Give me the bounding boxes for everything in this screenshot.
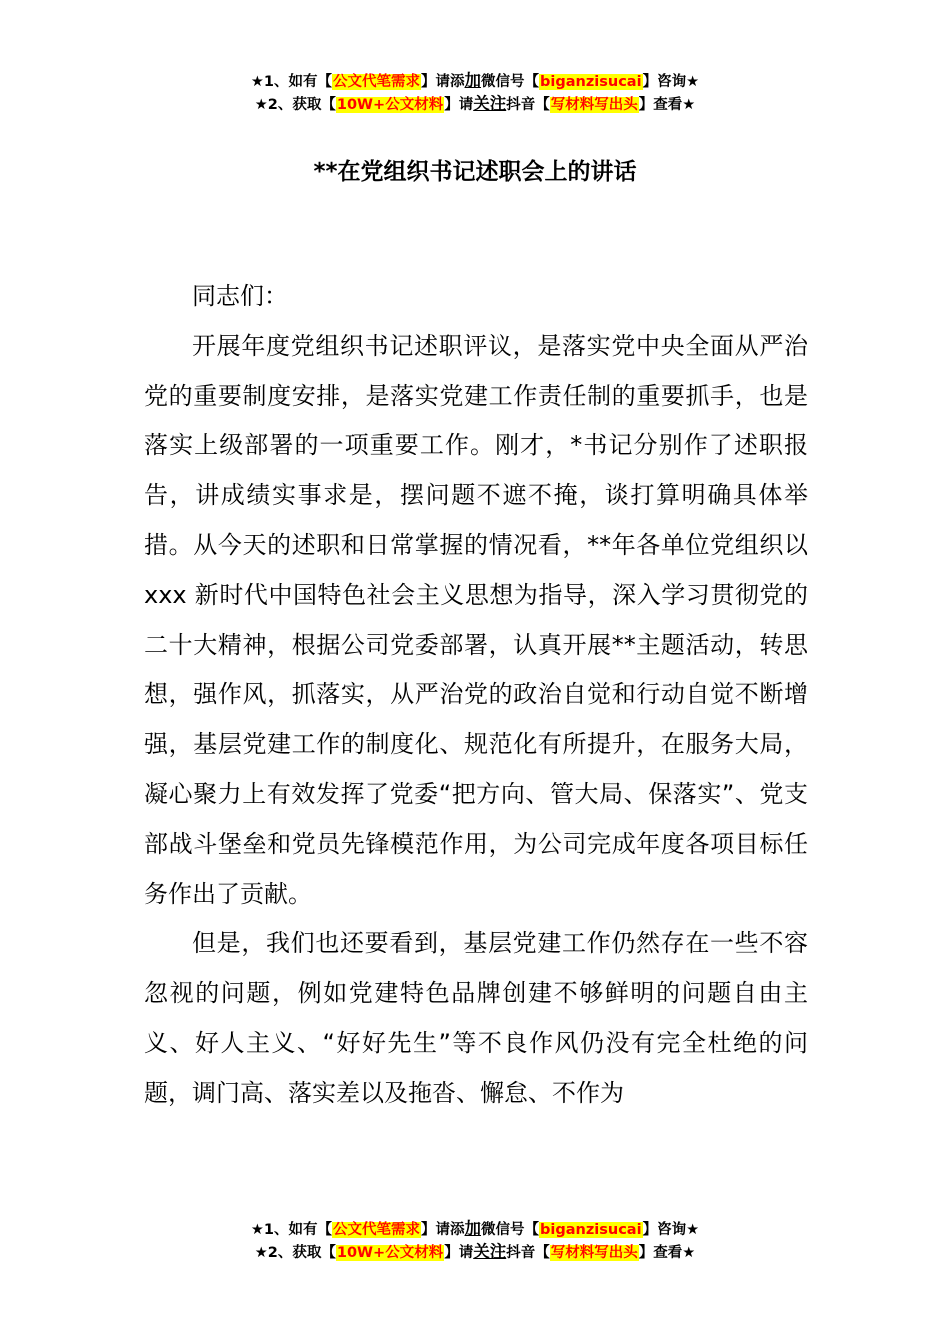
document-title: **在党组织书记述职会上的讲话 [313, 159, 637, 185]
banner-highlight: 10W+公文材料 [336, 97, 444, 113]
banner-highlight: 公文代笔需求 [333, 74, 421, 90]
banner-highlight: biganzisucai [540, 1222, 642, 1238]
banner-text: 微信号【 [481, 74, 540, 90]
banner-text: ★1、如有【 [250, 74, 333, 90]
banner-text: ★2、获取【 [254, 1245, 336, 1261]
banner-text: 】请添 [421, 74, 465, 90]
header-banner-line-2 [0, 93, 950, 116]
banner-text: 】咨询★ [642, 74, 700, 90]
banner-text: 】查看★ [638, 97, 696, 113]
banner-highlight: biganzisucai [540, 74, 642, 90]
banner-text: 微信号【 [481, 1222, 540, 1238]
banner-highlight: 写材料写出头 [550, 97, 638, 113]
salutation: 同志们： [192, 282, 288, 310]
banner-text: 】查看★ [638, 1245, 696, 1261]
banner-text: 】请添 [421, 1222, 465, 1238]
banner-highlight: 10W+公文材料 [336, 1245, 444, 1261]
banner-text: 】请 [444, 1245, 474, 1261]
paragraph: 但是，我们也还要看到，基层党建工作仍然存在一些不容忽视的问题，例如党建特色品牌创建不够鲜明的问题自由主义、好人主义、“好好先生”等不良作风仍没有完全杜绝的问题，调门高、落实差以及拖沓、懈怠、不作为 [144, 929, 808, 1107]
header-banner [0, 70, 950, 116]
banner-text: ★1、如有【 [250, 1222, 333, 1238]
footer-banner [0, 1218, 950, 1264]
banner-highlight: 写材料写出头 [550, 1245, 638, 1261]
footer-banner-line-2 [0, 1241, 950, 1264]
banner-text: 抖音【 [506, 1245, 550, 1261]
footer-banner-line-1 [0, 1218, 950, 1241]
document-body [144, 272, 808, 1119]
banner-text-underlined: 关注 [473, 1242, 507, 1261]
banner-text-underlined: 加 [464, 1219, 482, 1238]
banner-text: 抖音【 [506, 97, 550, 113]
banner-text: 】请 [444, 97, 474, 113]
paragraph: 开展年度党组织书记述职评议，是落实党中央全面从严治党的重要制度安排，是落实党建工作责任制的重要抓手，也是落实上级部署的一项重要工作。刚才，*书记分别作了述职报告，讲成绩实事求是，摆问题不遮不掩，谈打算明确具体举措。从今天的述职和日常掌握的情况看，**年各单位党组织以 xxx 新时代中国特色社会主义思想为指导，深入学习贯彻党的二十大精神，根据公司党委部署，认真开展**主题活动，转思想，强作风，抓落实，从严治党的政治自觉和行动自觉不断增强，基层党建工作的制度化、规范化有所提升，在服务大局，凝心聚力上有效发挥了党委“把方向、管大局、保落实”、党支部战斗堡垒和党员先锋模范作用，为公司完成年度各项目标任务作出了贡献。 [144, 331, 808, 908]
header-banner-line-1 [0, 70, 950, 93]
banner-text: 】咨询★ [642, 1222, 700, 1238]
banner-text-underlined: 加 [464, 71, 482, 90]
banner-highlight: 公文代笔需求 [333, 1222, 421, 1238]
banner-text-underlined: 关注 [473, 94, 507, 113]
banner-text: ★2、获取【 [254, 97, 336, 113]
